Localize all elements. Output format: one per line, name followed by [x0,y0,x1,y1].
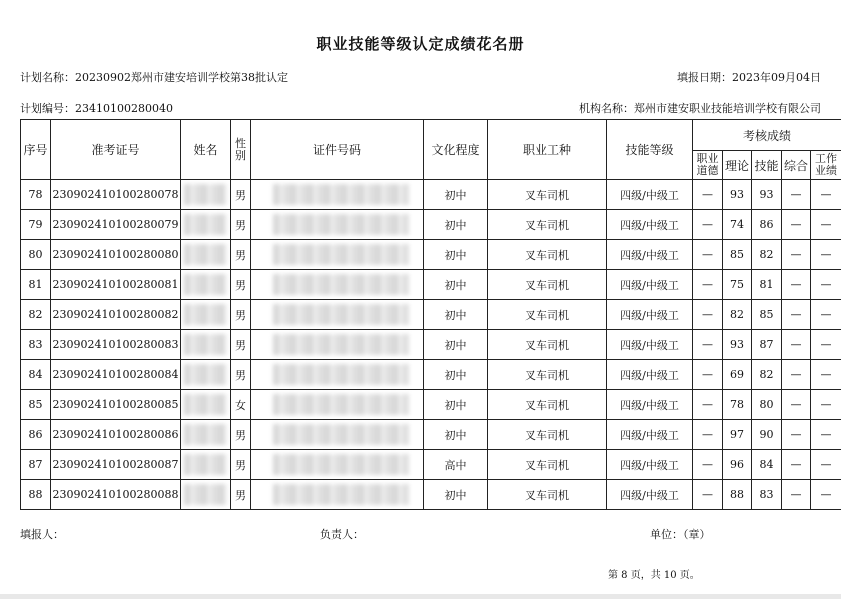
cell-ticket-number: 230902410100280085 [51,390,181,420]
cell-id-number [251,450,424,480]
cell-seq: 82 [21,300,51,330]
cell-education: 初中 [424,270,488,300]
cell-id-number [251,420,424,450]
grade-roster-table [20,119,841,510]
cell-ethics: — [693,240,723,270]
cell-gender: 男 [231,450,251,480]
cell-id-number [251,210,424,240]
cell-ethics: — [693,180,723,210]
cell-skill: 93 [752,180,782,210]
cell-theory: 85 [723,240,752,270]
cell-seq: 84 [21,360,51,390]
redacted-blur [273,394,409,415]
cell-education: 初中 [424,390,488,420]
cell-seq: 88 [21,480,51,510]
redacted-blur [184,304,227,325]
cell-theory: 78 [723,390,752,420]
cell-work-performance: — [811,240,841,270]
cell-work-performance: — [811,420,841,450]
redacted-blur [184,454,227,475]
cell-ticket-number: 230902410100280087 [51,450,181,480]
header-scores: 考核成绩 [693,120,841,151]
redacted-blur [184,184,227,205]
cell-work-performance: — [811,480,841,510]
table-row [21,300,841,330]
table-row [21,240,841,270]
header-overall: 综合 [782,151,811,180]
cell-gender: 男 [231,240,251,270]
header-theory: 理论 [723,151,752,180]
cell-name [181,240,231,270]
redacted-blur [273,424,409,445]
unit-stamp-label: 单位：（章） [650,528,711,541]
cell-seq: 80 [21,240,51,270]
cell-skill: 85 [752,300,782,330]
cell-occupation: 叉车司机 [488,450,607,480]
cell-seq: 78 [21,180,51,210]
cell-seq: 79 [21,210,51,240]
cell-theory: 97 [723,420,752,450]
header-work-performance: 工作业绩 [811,151,841,180]
redacted-blur [184,364,227,385]
cell-seq: 81 [21,270,51,300]
cell-skill: 86 [752,210,782,240]
redacted-blur [184,334,227,355]
cell-ethics: — [693,480,723,510]
cell-id-number [251,330,424,360]
cell-education: 初中 [424,420,488,450]
cell-overall: — [782,390,811,420]
cell-id-number [251,240,424,270]
table-row [21,450,841,480]
cell-occupation: 叉车司机 [488,360,607,390]
cell-name [181,180,231,210]
redacted-blur [273,484,409,505]
cell-skill: 83 [752,480,782,510]
cell-work-performance: — [811,270,841,300]
cell-education: 高中 [424,450,488,480]
cell-name [181,360,231,390]
header-ticket-number: 准考证号 [51,120,181,180]
cell-occupation: 叉车司机 [488,330,607,360]
cell-id-number [251,180,424,210]
cell-ticket-number: 230902410100280078 [51,180,181,210]
cell-name [181,270,231,300]
cell-ethics: — [693,420,723,450]
cell-education: 初中 [424,210,488,240]
header-id-number: 证件号码 [251,120,424,180]
cell-name [181,330,231,360]
table-row [21,360,841,390]
table-row [21,210,841,240]
bottom-scroll-area [0,594,841,599]
cell-id-number [251,480,424,510]
cell-education: 初中 [424,480,488,510]
cell-skill: 87 [752,330,782,360]
cell-work-performance: — [811,180,841,210]
cell-ticket-number: 230902410100280080 [51,240,181,270]
responsible-label: 负责人： [320,528,364,541]
cell-theory: 88 [723,480,752,510]
cell-name [181,300,231,330]
cell-ethics: — [693,270,723,300]
cell-gender: 男 [231,180,251,210]
cell-work-performance: — [811,300,841,330]
report-date: 填报日期：2023年09月04日 [677,71,821,84]
filler-label: 填报人： [20,528,64,541]
header-gender: 性别 [231,120,251,180]
cell-skill-level: 四级/中级工 [607,420,693,450]
cell-name [181,420,231,450]
cell-gender: 男 [231,330,251,360]
cell-theory: 96 [723,450,752,480]
cell-id-number [251,270,424,300]
cell-education: 初中 [424,330,488,360]
cell-gender: 男 [231,270,251,300]
header-education: 文化程度 [424,120,488,180]
cell-ticket-number: 230902410100280082 [51,300,181,330]
cell-occupation: 叉车司机 [488,300,607,330]
cell-theory: 93 [723,180,752,210]
redacted-blur [184,244,227,265]
cell-overall: — [782,180,811,210]
cell-overall: — [782,240,811,270]
cell-skill: 81 [752,270,782,300]
table-row [21,390,841,420]
cell-work-performance: — [811,360,841,390]
cell-occupation: 叉车司机 [488,210,607,240]
cell-seq: 87 [21,450,51,480]
cell-occupation: 叉车司机 [488,420,607,450]
cell-id-number [251,390,424,420]
cell-education: 初中 [424,240,488,270]
redacted-blur [273,364,409,385]
table-row [21,180,841,210]
cell-skill-level: 四级/中级工 [607,330,693,360]
redacted-blur [184,394,227,415]
header-occupation: 职业工种 [488,120,607,180]
cell-overall: — [782,270,811,300]
cell-overall: — [782,360,811,390]
table-row [21,480,841,510]
cell-occupation: 叉车司机 [488,240,607,270]
cell-name [181,450,231,480]
redacted-blur [273,334,409,355]
cell-occupation: 叉车司机 [488,390,607,420]
cell-skill: 82 [752,360,782,390]
cell-skill: 84 [752,450,782,480]
document-title: 职业技能等级认定成绩花名册 [316,35,525,53]
cell-work-performance: — [811,390,841,420]
redacted-blur [184,214,227,235]
cell-skill-level: 四级/中级工 [607,300,693,330]
cell-id-number [251,360,424,390]
organization-name: 机构名称：郑州市建安职业技能培训学校有限公司 [579,102,821,115]
page-number: 第 8 页，共 10 页。 [608,570,700,581]
cell-ethics: — [693,390,723,420]
cell-ticket-number: 230902410100280079 [51,210,181,240]
table-row [21,330,841,360]
cell-ethics: — [693,300,723,330]
cell-skill-level: 四级/中级工 [607,270,693,300]
cell-gender: 男 [231,300,251,330]
redacted-blur [184,424,227,445]
cell-skill-level: 四级/中级工 [607,480,693,510]
cell-education: 初中 [424,180,488,210]
cell-ethics: — [693,210,723,240]
cell-occupation: 叉车司机 [488,180,607,210]
cell-skill-level: 四级/中级工 [607,390,693,420]
cell-overall: — [782,210,811,240]
redacted-blur [184,484,227,505]
header-name: 姓名 [181,120,231,180]
redacted-blur [273,184,409,205]
redacted-blur [273,454,409,475]
header-skill-level: 技能等级 [607,120,693,180]
cell-skill-level: 四级/中级工 [607,360,693,390]
cell-overall: — [782,420,811,450]
cell-overall: — [782,330,811,360]
plan-number: 计划编号：23410100280040 [20,102,173,115]
cell-ticket-number: 230902410100280081 [51,270,181,300]
cell-skill-level: 四级/中级工 [607,240,693,270]
cell-seq: 83 [21,330,51,360]
cell-skill-level: 四级/中级工 [607,210,693,240]
cell-occupation: 叉车司机 [488,480,607,510]
cell-gender: 女 [231,390,251,420]
cell-gender: 男 [231,480,251,510]
cell-theory: 82 [723,300,752,330]
cell-work-performance: — [811,210,841,240]
redacted-blur [184,274,227,295]
redacted-blur [273,244,409,265]
cell-gender: 男 [231,360,251,390]
cell-skill: 90 [752,420,782,450]
redacted-blur [273,274,409,295]
cell-ticket-number: 230902410100280086 [51,420,181,450]
cell-overall: — [782,480,811,510]
cell-ticket-number: 230902410100280083 [51,330,181,360]
cell-name [181,390,231,420]
table-row [21,270,841,300]
header-skill: 技能 [752,151,782,180]
cell-occupation: 叉车司机 [488,270,607,300]
cell-skill: 80 [752,390,782,420]
cell-ticket-number: 230902410100280084 [51,360,181,390]
redacted-blur [273,214,409,235]
cell-overall: — [782,300,811,330]
header-ethics: 职业道德 [693,151,723,180]
cell-skill-level: 四级/中级工 [607,180,693,210]
cell-gender: 男 [231,420,251,450]
cell-name [181,210,231,240]
cell-seq: 86 [21,420,51,450]
cell-ethics: — [693,360,723,390]
cell-skill: 82 [752,240,782,270]
cell-education: 初中 [424,300,488,330]
cell-theory: 74 [723,210,752,240]
cell-seq: 85 [21,390,51,420]
plan-name: 计划名称：20230902郑州市建安培训学校第38批认定 [20,71,288,84]
cell-id-number [251,300,424,330]
cell-education: 初中 [424,360,488,390]
cell-overall: — [782,450,811,480]
cell-theory: 75 [723,270,752,300]
cell-gender: 男 [231,210,251,240]
redacted-blur [273,304,409,325]
cell-theory: 93 [723,330,752,360]
cell-ticket-number: 230902410100280088 [51,480,181,510]
cell-work-performance: — [811,450,841,480]
cell-ethics: — [693,450,723,480]
cell-work-performance: — [811,330,841,360]
cell-skill-level: 四级/中级工 [607,450,693,480]
cell-name [181,480,231,510]
header-seq: 序号 [21,120,51,180]
cell-ethics: — [693,330,723,360]
table-row [21,420,841,450]
cell-theory: 69 [723,360,752,390]
